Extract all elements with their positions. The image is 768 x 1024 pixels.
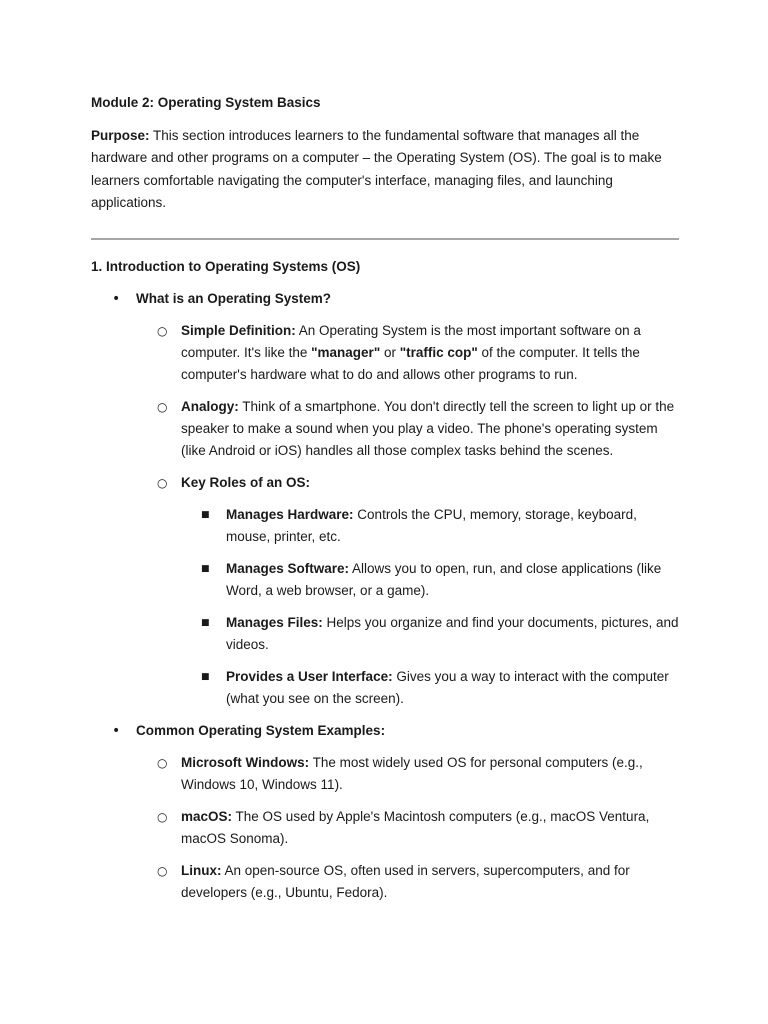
- circle-bullet-icon: ○: [157, 810, 168, 825]
- manager-term: "manager": [311, 345, 381, 361]
- document-body: [91, 93, 681, 914]
- os-example-text: The OS used by Apple's Macintosh computers (e.g., macOS Ventura, macOS Sonoma).: [181, 809, 650, 847]
- circle-bullet-icon: ○: [157, 864, 168, 879]
- role-label: Manages Software:: [226, 561, 350, 577]
- simple-definition-text: An Operating System is the most important software on a computer. It's like the: [181, 323, 641, 361]
- os-example-text: An open-source OS, often used in servers, supercomputers, and for developers (e.g., Ubuntu, Fedora).: [181, 863, 630, 901]
- what-is-os-heading: What is an Operating System?: [136, 291, 332, 307]
- analogy-text: Think of a smartphone. You don't directly tell the screen to light up or the speaker to make a sound when you play a video. The phone's operating system (like Android or iOS) handles all those complex tasks behind the scenes.: [181, 399, 675, 459]
- role-label: Provides a User Interface:: [226, 669, 393, 685]
- horizontal-divider: [91, 238, 679, 240]
- purpose-label: Purpose:: [91, 128, 150, 143]
- list-item-simple-definition: [91, 320, 681, 386]
- module-title: Module 2: Operating System Basics: [91, 95, 321, 110]
- list-item-user-interface: [91, 666, 681, 710]
- os-example-text: The most widely used OS for personal computers (e.g., Windows 10, Windows 11).: [181, 755, 643, 793]
- simple-definition-label: Simple Definition:: [181, 323, 296, 339]
- square-bullet-icon: ■: [201, 564, 210, 575]
- os-examples-heading: Common Operating System Examples:: [136, 723, 386, 739]
- section-title: 1. Introduction to Operating Systems (OS): [91, 259, 361, 275]
- simple-definition-text-2: or: [380, 345, 400, 361]
- list-item-linux: [91, 860, 681, 904]
- circle-bullet-icon: ○: [157, 756, 168, 771]
- role-text: Allows you to open, run, and close applications (like Word, a web browser, or a game).: [226, 561, 662, 599]
- disc-bullet-icon: •: [112, 291, 121, 308]
- list-item-key-roles: [91, 472, 681, 494]
- circle-bullet-icon: ○: [157, 324, 168, 339]
- os-example-label: macOS:: [181, 809, 233, 825]
- square-bullet-icon: ■: [201, 510, 210, 521]
- list-item-os-examples: [91, 720, 681, 742]
- list-item-manages-hardware: [91, 504, 681, 548]
- traffic-cop-term: "traffic cop": [399, 345, 478, 361]
- analogy-label: Analogy:: [181, 399, 239, 415]
- circle-bullet-icon: ○: [157, 400, 168, 415]
- os-example-label: Microsoft Windows:: [181, 755, 310, 771]
- list-item-windows: [91, 752, 681, 796]
- role-label: Manages Hardware:: [226, 507, 354, 523]
- key-roles-heading: Key Roles of an OS:: [181, 475, 311, 491]
- square-bullet-icon: ■: [201, 618, 210, 629]
- list-item-manages-files: [91, 612, 681, 656]
- role-text: Controls the CPU, memory, storage, keyboard, mouse, printer, etc.: [226, 507, 637, 545]
- list-item-analogy: [91, 396, 681, 462]
- purpose-text: This section introduces learners to the fundamental software that manages all the hardware and other programs on a computer – the Operating System (OS). The goal is to make learners comfortable navigating the computer's interface, managing files, and launching applications.: [91, 128, 662, 210]
- role-text: Helps you organize and find your documents, pictures, and videos.: [226, 615, 679, 653]
- square-bullet-icon: ■: [201, 672, 210, 683]
- simple-definition-text-3: of the computer. It tells the computer's hardware what to do and allows other programs to run.: [181, 345, 640, 383]
- role-text: Gives you a way to interact with the computer (what you see on the screen).: [226, 669, 669, 707]
- role-label: Manages Files:: [226, 615, 323, 631]
- purpose-paragraph: [91, 125, 681, 214]
- os-example-label: Linux:: [181, 863, 222, 879]
- circle-bullet-icon: ○: [157, 476, 168, 491]
- list-item-macos: [91, 806, 681, 850]
- disc-bullet-icon: •: [112, 723, 121, 740]
- list-item-what-is-os: [91, 288, 681, 310]
- list-item-manages-software: [91, 558, 681, 602]
